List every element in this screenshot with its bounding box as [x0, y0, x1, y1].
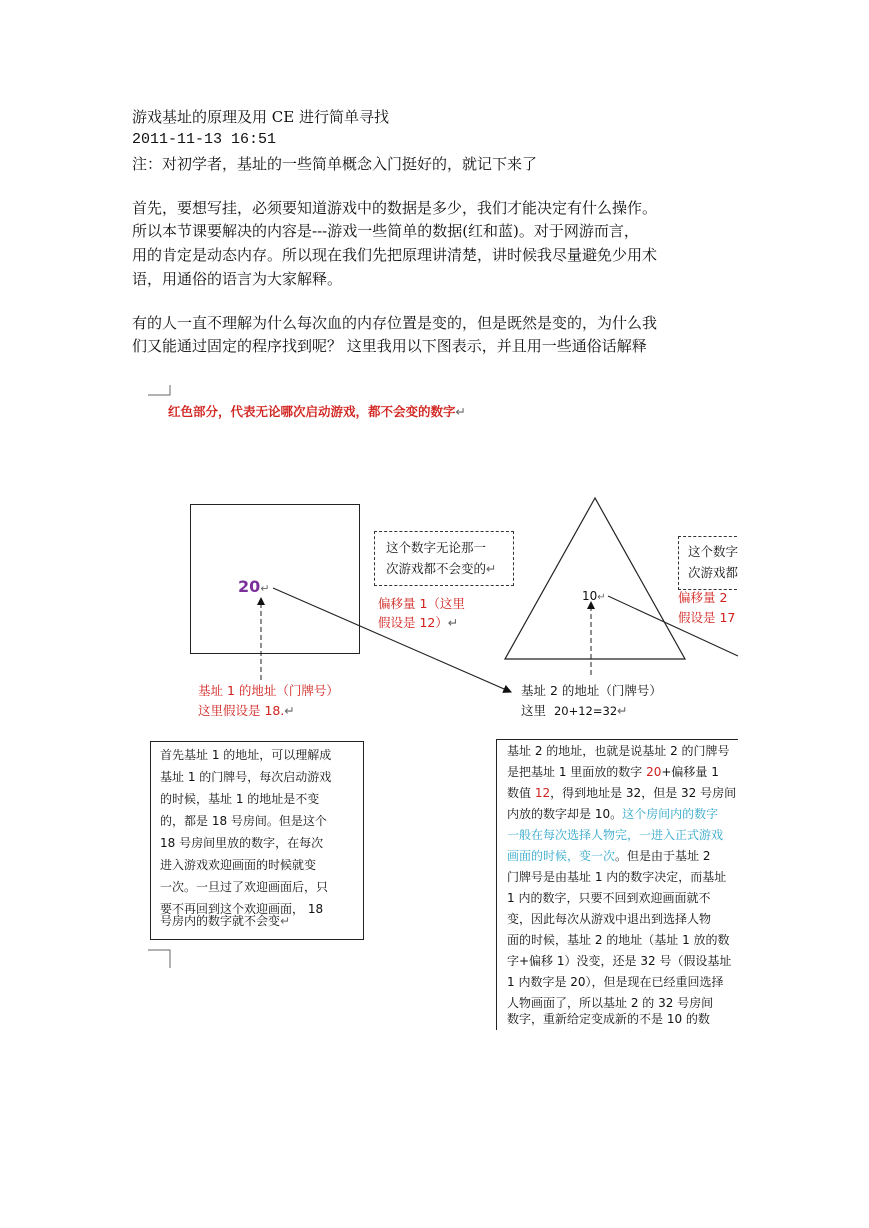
right-box-line: 变，因此每次从游戏中退出到选择人物 — [507, 912, 712, 926]
right-box-line: 字+偏移 1）没变，还是 32 号（假设基址 — [507, 954, 732, 968]
diagram-red-title: 红色部分，代表无论哪次启动游戏，都不会变的数字↵ — [168, 404, 466, 419]
article-title: 游戏基址的原理及用 CE 进行简单寻找 — [132, 108, 389, 126]
para1-line: 语，用通俗的语言为大家解释。 — [132, 270, 343, 288]
triangle-value: 10↵ — [582, 589, 606, 603]
base1-to-base2-arrow — [273, 588, 511, 692]
para2-line: 有的人一直不理解为什么每次血的内存位置是变的，但是既然是变的，为什么我 — [132, 314, 658, 332]
left-box-line: 号房内的数字就不会变↵ — [160, 914, 291, 928]
left-box-line: 18 号房间里放的数字，在每次 — [160, 836, 324, 850]
right-box-line: 数值 12，得到地址是 32，但是 32 号房间 — [507, 786, 737, 800]
para2-line: 们又能通过固定的程序找到呢？ 这里我用以下图表示，并且用一些通俗话解释 — [132, 337, 647, 355]
right-box-line: 一般在每次选择人物完，一进入正式游戏 — [507, 828, 724, 842]
left-box-line: 的时候，基址 1 的地址是不变 — [160, 792, 320, 806]
right-explanation-clip — [495, 738, 738, 1030]
article-note: 注：对初学者，基址的一些简单概念入门挺好的，就记下来了 — [132, 155, 538, 173]
left-box-line: 基址 1 的门牌号，每次启动游戏 — [160, 770, 332, 784]
offset1-line: 假设是 12）↵ — [378, 615, 459, 630]
para1-line: 首先，要想写挂，必须要知道游戏中的数据是多少，我们才能决定有什么操作。 — [132, 199, 658, 217]
addr1-line: 这里假设是 18.↵ — [198, 703, 295, 718]
right-box-line: 1 内数字是 20），但是现在已经重回选择 — [507, 975, 724, 989]
right-box-line: 基址 2 的地址，也就是说基址 2 的门牌号 — [507, 744, 730, 758]
right-box-line: 是把基址 1 里面放的数字 20+偏移量 1 — [507, 765, 719, 779]
right-box-line: 画面的时候，变一次。但是由于基址 2 — [507, 849, 711, 863]
right-box-line: 内放的数字却是 10。这个房间内的数字 — [507, 807, 719, 821]
left-box-line: 要不再回到这个欢迎画面， 18 — [160, 902, 324, 916]
right-box-line: 数字，重新给定变成新的不是 10 的数 — [507, 1012, 710, 1026]
right-box-line: 1 内的数字，只要不回到欢迎画面就不 — [507, 891, 711, 905]
addr2-label: 基址 2 的地址（门牌号） — [521, 683, 662, 698]
right-box-line: 人物画面了，所以基址 2 的 32 号房间 — [507, 996, 714, 1010]
left-box-line: 的，都是 18 号房间。但是这个 — [160, 814, 327, 828]
left-box-line: 首先基址 1 的地址，可以理解成 — [160, 748, 332, 762]
offset2-line: 偏移量 2 — [678, 590, 728, 605]
addr1-line: 基址 1 的地址（门牌号） — [198, 683, 339, 698]
para1-line: 用的肯定是动态内存。所以现在我们先把原理讲清楚，讲时候我尽量避免少用术 — [132, 246, 658, 264]
square-value: 20↵ — [238, 577, 270, 596]
note1-line: 次游戏都不会变的↵ — [386, 561, 497, 576]
left-box-line: 进入游戏欢迎画面的时候就变 — [160, 858, 317, 872]
addr2-formula-line: 这里 20+12=32↵ — [521, 703, 628, 718]
right-box-line: 面的时候，基址 2 的地址（基址 1 放的数 — [507, 933, 730, 947]
offset2-line: 假设是 17 — [678, 610, 736, 625]
offset1-line: 偏移量 1（这里 — [378, 596, 465, 611]
crop-mark-bottom — [140, 940, 175, 970]
note1-line: 这个数字无论那一 — [386, 540, 487, 555]
article-timestamp: 2011-11-13 16:51 — [132, 131, 277, 148]
base2-outgoing-arrow — [608, 596, 738, 656]
left-box-line: 一次。一旦过了欢迎画面后，只 — [160, 880, 329, 894]
note2-line: 这个数字 — [688, 544, 738, 559]
right-box-line: 门牌号是由基址 1 内的数字决定，而基址 — [507, 870, 727, 884]
para1-line: 所以本节课要解决的内容是---游戏一些简单的数据(红和蓝)。对于网游而言， — [132, 222, 639, 240]
note2-line: 次游戏都 — [688, 565, 738, 580]
